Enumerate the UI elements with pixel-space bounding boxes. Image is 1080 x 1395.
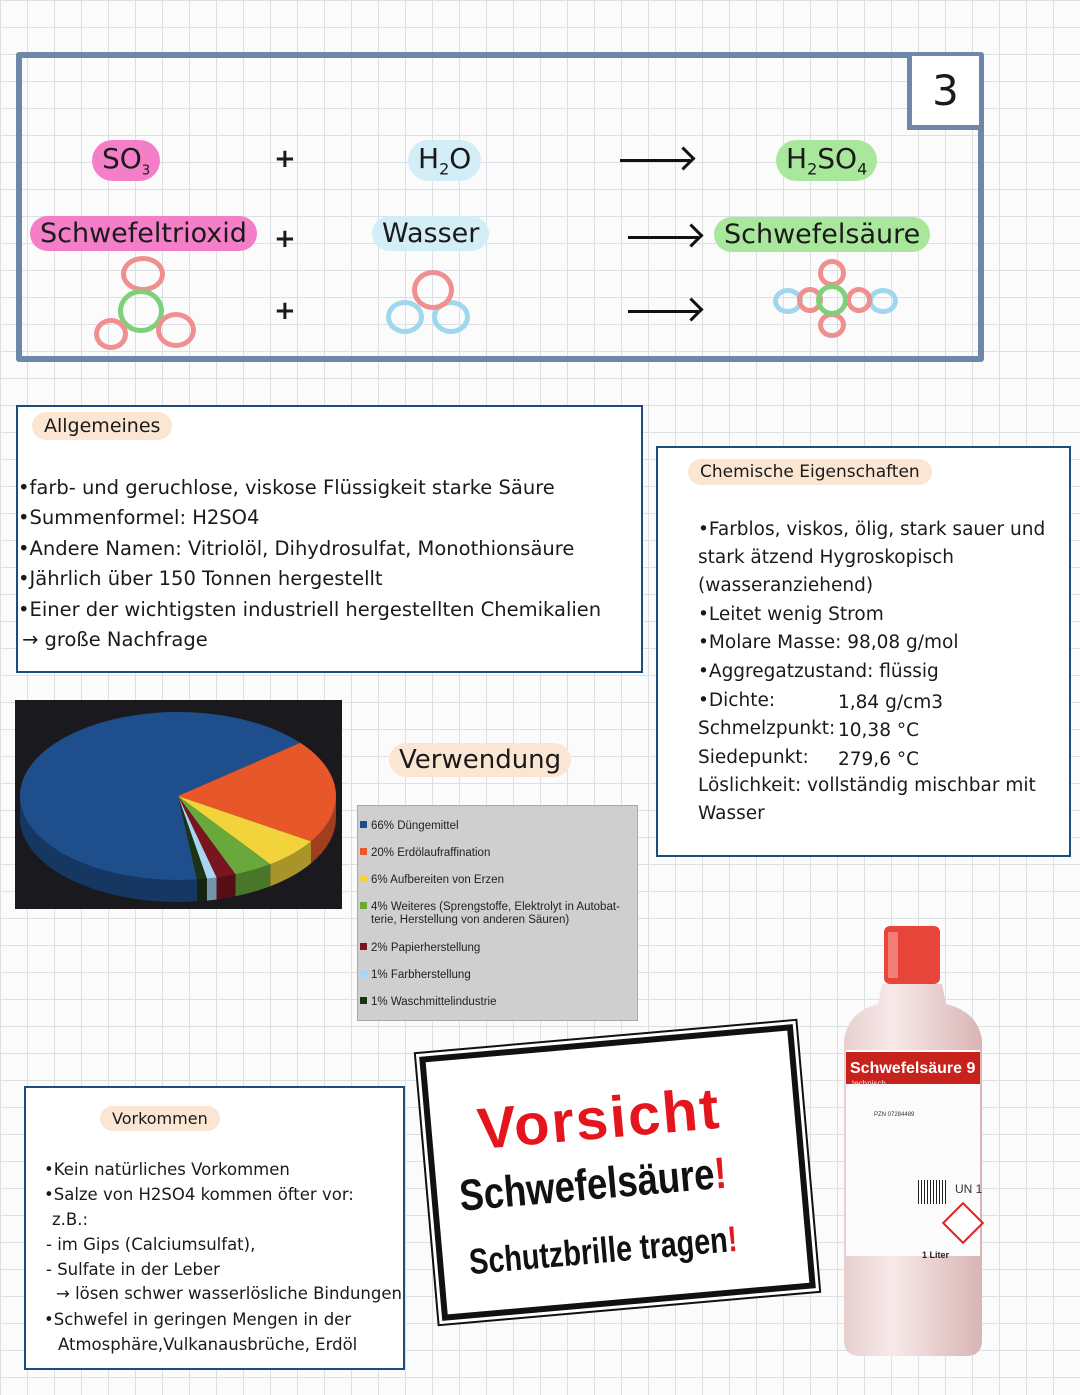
formula-h2so4: $H_2SO_4$ [776,140,877,181]
legend-swatch [360,875,367,882]
allgemeines-line: •Jährlich über 150 Tonnen hergestellt [18,567,383,590]
vorkommen-line: - im Gips (Calciumsulfat), [46,1235,256,1254]
prop-label: Schmelzpunkt: [698,718,836,739]
plus-sign: + [274,144,296,174]
legend-swatch [360,821,367,828]
prop-label: •Dichte: [698,690,776,711]
plus-sign: + [274,224,296,254]
vorkommen-line: z.B.: [52,1210,89,1229]
reaction-arrow [620,159,690,162]
formula-h2o: $H_2O$ [408,140,481,181]
vorkommen-title: Vorkommen [100,1106,220,1131]
allgemeines-line: → große Nachfrage [22,628,208,651]
legend-swatch [360,943,367,950]
allgemeines-line: •farb- und geruchlose, viskose Flüssigkeit starke Säure [18,476,555,499]
chem-line: •Molare Masse: 98,08 g/mol [698,632,959,653]
allgemeines-line: •Andere Namen: Vitriolöl, Dihydrosulfat, Monothionsäure [18,537,575,560]
legend-item-papier: 2% Papierherstellung [360,942,480,955]
sign-schwefelsaeure: Schwefelsäure! [457,1148,729,1221]
name-schwefeltrioxid: Schwefeltrioxid [30,216,257,251]
vorkommen-line: •Salze von H2SO4 kommen öfter vor: [44,1185,354,1204]
allgemeines-line: •Summenformel: H2SO4 [18,506,260,529]
legend-swatch [360,970,367,977]
allgemeines-title: Allgemeines [32,412,172,440]
chem-line: Wasser [698,803,765,824]
verwendung-title: Verwendung [389,743,571,777]
chem-line: (wasseranziehend) [698,575,874,596]
barcode-icon [918,1180,946,1204]
name-wasser: Wasser [372,216,489,251]
prop-value: 279,6 °C [838,749,920,770]
bottle-pzn: PZN 07284489 [874,1112,915,1118]
chem-line: •Farblos, viskos, ölig, stark sauer und [698,519,1046,540]
chem-line: Löslichkeit: vollständig mischbar mit [698,775,1036,796]
plus-sign: + [274,296,296,326]
prop-value: 1,84 g/cm3 [838,692,944,713]
prop-value: 10,38 °C [838,720,920,741]
pie-side-5 [207,877,217,900]
chem-line: •Leitet wenig Strom [698,604,884,625]
name-schwefelsaeure: Schwefelsäure [714,217,930,252]
legend-item-erdoel: 20% Erdölaufraffination [360,847,490,860]
chem-line: •Aggregatzustand: flüssig [698,661,939,682]
vorkommen-line: •Schwefel in geringen Mengen in der [44,1310,352,1329]
bottle-un: UN 1 [955,1182,983,1196]
legend-item-duengemittel: 66% Düngemittel [360,820,459,833]
bottle-sub: technisch [852,1079,886,1088]
vorkommen-line: → lösen schwer wasserlösliche Bindungen [56,1284,402,1303]
warning-sign [419,1024,816,1321]
chart-legend [357,805,638,1021]
legend-item-erze: 6% Aufbereiten von Erzen [360,874,504,887]
legend-swatch [360,997,367,1004]
legend-swatch [360,848,367,855]
reaction-arrow [628,236,698,239]
allgemeines-line: •Einer der wichtigsten industriell hergestellten Chemikalien [18,598,602,621]
chem-line: stark ätzend Hygroskopisch [698,547,955,568]
legend-item-waschmittel: 1% Waschmittelindustrie [360,996,496,1009]
legend-item-weiteres: 4% Weiteres (Sprengstoffe, Elektrolyt in Autobat- terie, Herstellung von anderen Säuren) [360,901,620,927]
sign-schutzbrille: Schutzbrille tragen! [467,1217,739,1283]
prop-label: Siedepunkt: [698,747,809,768]
acid-bottle [838,920,988,1360]
legend-swatch [360,902,367,909]
vorkommen-line: Atmosphäre,Vulkanausbrüche, Erdöl [58,1335,358,1354]
sign-vorsicht: Vorsicht [474,1075,724,1162]
reaction-arrow [628,310,698,313]
bottle-volume: 1 Liter [922,1250,950,1260]
pie-side-4 [217,874,236,899]
pie-side-6 [197,879,207,902]
bottle-label: Schwefelsäure 9 [850,1060,976,1077]
vorkommen-line: •Kein natürliches Vorkommen [44,1160,290,1179]
vorkommen-line: - Sulfate in der Leber [46,1260,220,1279]
legend-item-farbe: 1% Farbherstellung [360,969,471,982]
page-number: 3 [907,56,979,130]
pie-chart [15,700,342,909]
chemische-title: Chemische Eigenschaften [688,459,932,485]
formula-so3: $SO_3$ [92,140,160,181]
